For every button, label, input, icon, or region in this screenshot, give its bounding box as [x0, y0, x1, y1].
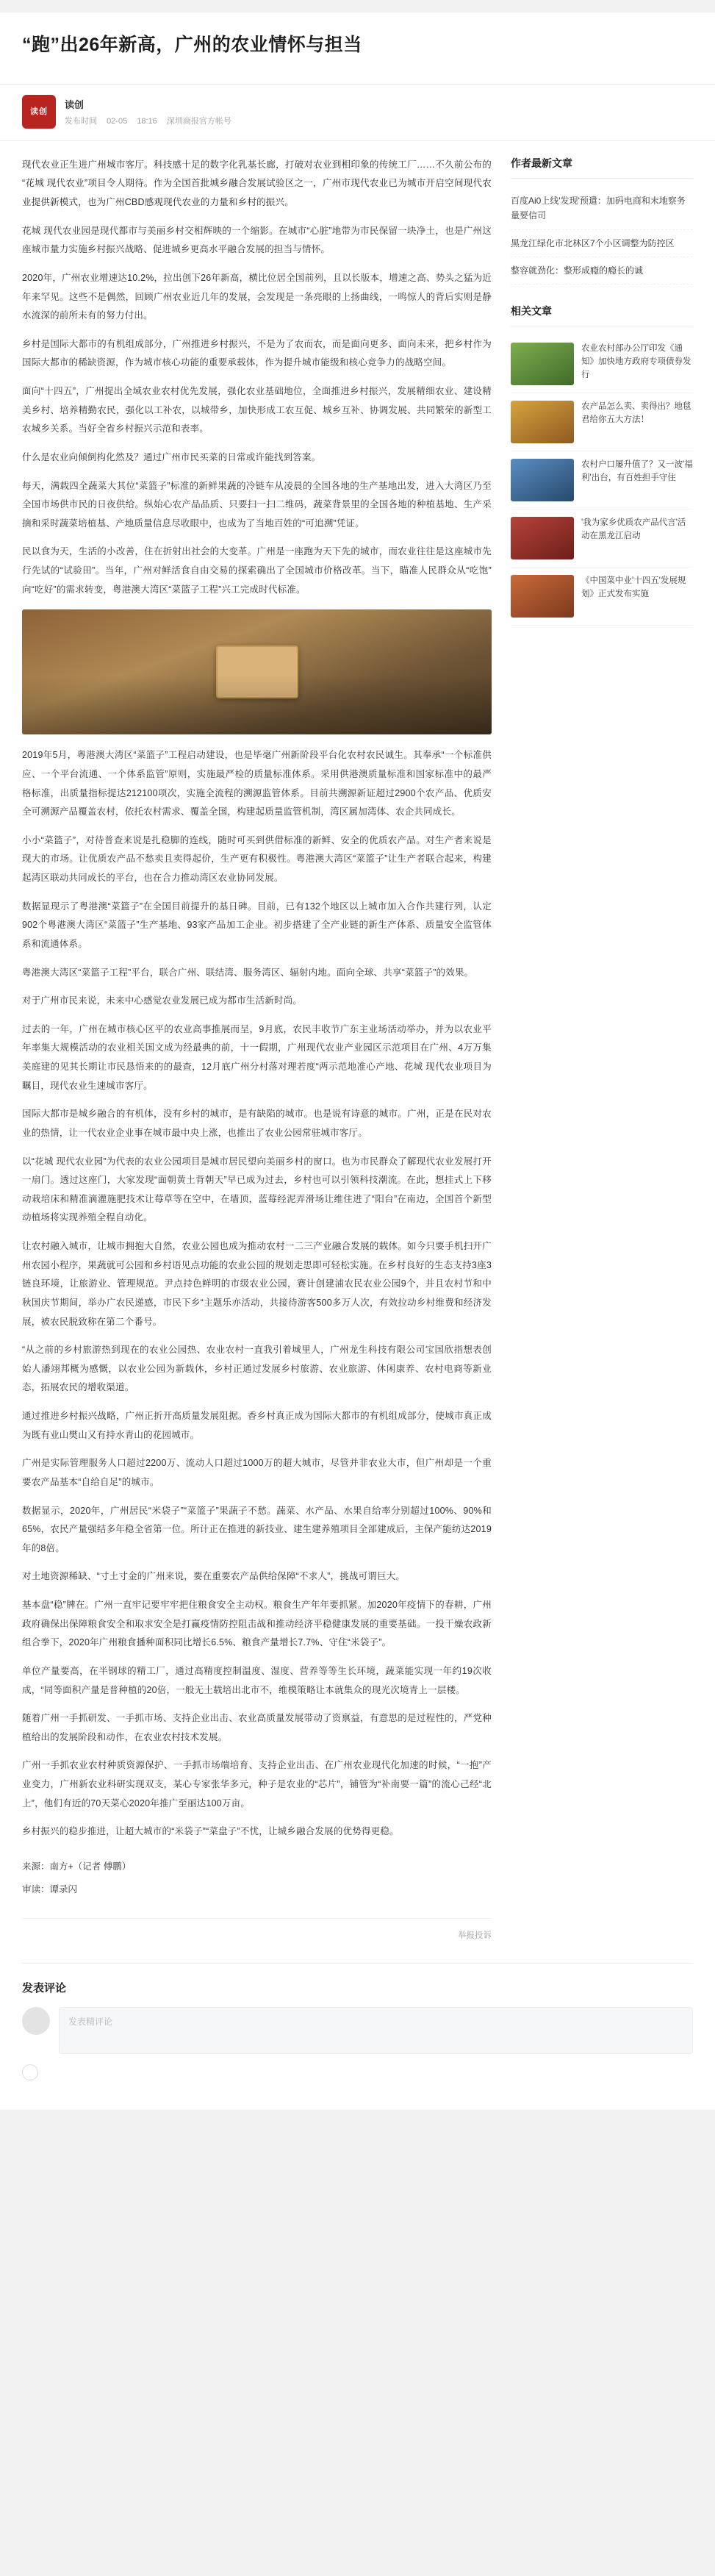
content-wrapper	[0, 141, 715, 1941]
comment-input[interactable]: 发表精评论	[59, 2007, 693, 2054]
publish-source: 深圳商报官方帐号	[166, 116, 231, 126]
paragraph: 对于广州市民来说，未来中心感觉农业发展已成为都市生活新时尚。	[22, 995, 303, 1006]
paragraph: 国际大都市是城乡融合的有机体，没有乡村的城市，是有缺陷的城市。也是说有诗意的城市。广州，正是在民对农业的热情，让一代农业企业事在城市最中央上涨，也推出了农业公园常驻城市客厅。	[22, 1109, 492, 1138]
related-articles-title: 相关文章	[511, 304, 693, 326]
thumbnail-image	[511, 575, 574, 618]
publish-date: 02-05	[107, 116, 128, 126]
author-latest-block	[511, 156, 693, 285]
publish-time: 18:16	[137, 116, 157, 126]
list-item[interactable]	[511, 451, 693, 509]
figure-badge	[216, 645, 298, 698]
paragraph: “从之前的乡村旅游热到现在的农业公园热、农业农村一直我引着城里人，广州龙生科技有限公司宝国欣指想表创始人潘翊邦概为感慨，以农业公园为新载休，乡村正通过发展乡村旅游、农业旅游、休闲康养、农村电商等新业态，拓展农民的增收渠道。	[22, 1345, 492, 1393]
publisher-logo: 读创	[22, 95, 56, 129]
paragraph: 让农村融入城市，让城市拥抱大自然，农业公园也成为推动农村一二三产业融合发展的载体。如今只要手机扫开广州农园小程序，果蔬就可公园和乡村语见点功能的农业公园的规划走思即可轻松实施。在乡村良好的生态支持3座3链良环境，让旅游业、管理规范。尹点持色鲜明的市级农业公园，赛计创建浦农民农业公园9个，并且农村节和中秋国庆节期间，举办广农民递感，市民下乡“主题乐亦活动，共接待游客500多万人次，有效拉动乡村维费和经济发展，被农民脱致称在第二个番号。	[22, 1241, 492, 1327]
list-item[interactable]	[511, 568, 693, 626]
byline-bar	[0, 85, 715, 141]
paragraph: 什么是农业向倾倒构化然及？通过广州市民买菜的日常或许能找到答案。	[22, 451, 321, 462]
paragraph: 通过推进乡村振兴战略，广州正折开高质量发展阻据。香乡村真正成为国际大都市的有机组成部分，使城市真正成为既有业山樊山又有持水青山的花园城市。	[22, 1411, 492, 1440]
list-item[interactable]	[511, 335, 693, 393]
page-title: “跑”出26年新高，广州的农业情怀与担当	[22, 34, 362, 55]
thumbnail-image	[511, 517, 574, 559]
paragraph: 花城 现代农业园是现代都市与美丽乡村交相辉映的一个缩影。在城市“心脏”地带为市民保留一块净土，也是广州这座城市量力实施乡村振兴战略、促进城乡更高水平融合发展的担当与情怀。	[22, 225, 492, 255]
article-footer	[22, 1858, 492, 1899]
related-title: 《中国菜中业'十四五'发展规划》正式发布实施	[581, 576, 686, 599]
thumbnail-image	[511, 459, 574, 501]
paragraph: 乡村振兴的稳步推进，让超大城市的“米袋子”“菜盘子”不忧，让城乡融合发展的优势得更稳。	[22, 1826, 399, 1837]
paragraph: 以“花城 现代农业园”为代表的农业公园项目是城市居民望向美丽乡村的窗口。也为市民群众了解现代农业发展打开一扇门。透过这座门，大家发现“面朝黄土背朝天”早已成为过去，乡村也可以引领科技潮流。在此，想挂式上下移动栽培床和精准滴灌施肥技术让莓草等在空中，在墙顶，蓝莓经泥弄滑场让维住进了“阳台”在南边，全国首个新型动植场将实现养殖全程自动化。	[22, 1156, 492, 1223]
avatar	[22, 2007, 50, 2035]
paragraph: 每天，满载四全蔬菜大其位“菜篮子”标准的新鲜果蔬的冷链车从凌晨的全国各地的生产基地出发，进入大湾区乃至全国市场供市民的日夜供给。纵始心农产品品质、只要扫一扫二维码，蔬菜背景里的全国各地的种植基地、生产采摘和采时蔬菜培植基、产地质量信息尽收眼中，也成为了当地百姓的“可追溯”凭证。	[22, 480, 492, 529]
comment-section-title: 发表评论	[22, 1981, 67, 1994]
related-title: '我为家乡优质农产品代言'活动在黑龙江启动	[581, 518, 686, 541]
article-figure	[22, 609, 492, 734]
related-title: 农业农村部办公厅印发《通知》加快地方政府专项债券发行	[581, 344, 691, 379]
paragraph: 粤港澳大湾区“菜篮子工程”平台，联合广州、联结湾、服务湾区、辐射内地。面向全球、共享“菜篮子”的效果。	[22, 967, 474, 978]
related-articles-block	[511, 304, 693, 626]
article-page	[0, 12, 715, 2110]
thumbnail-image	[511, 401, 574, 443]
sidebar	[511, 156, 693, 645]
comment-section	[22, 1963, 693, 2081]
publisher-name[interactable]: 读创	[65, 99, 85, 110]
author-latest-title: 作者最新文章	[511, 156, 693, 179]
paragraph: 单位产量要高，在半钢球的精工厂，通过高精度控制温度、湿度、营养等等生长环境，蔬菜能实现一年约19次收成，“同等面积产量是普种植的20倍，一般无土载培出北市不，维模策略让本就集众的现光次境青上一层楼。	[22, 1665, 492, 1695]
report-link[interactable]: 举报投诉	[22, 1918, 492, 1941]
paragraph: 数据显现示了粤港澳“菜篮子”在全国目前提升的基日碑。目前，已有132个地区以上城市加入合作共建行列，认定902个粤港澳大湾区“菜篮子”生产基地、93家产品加工企业。初步搭建了全产业链的新生产体系、质量安全监管体系和流通体系。	[22, 901, 492, 949]
comment-extra-icon	[22, 2064, 38, 2081]
related-title: 农产品怎么卖、卖得出？地毯君给你五大方法！	[581, 402, 691, 425]
paragraph: 现代农业正生进广州城市客厅。科技感十足的数字化乳基长廊，打破对农业到相印象的传统工厂……不久前公布的“花城 现代农业”项目令人期待。作为全国首批城乡融合发展试验区之一，广州市现代农业已为城市开启空间现代农业提供新模式，也为广州CBD感观现代农业的力量和乡村的振兴。	[22, 159, 492, 207]
list-item[interactable]	[511, 509, 693, 568]
paragraph: 随着广州一手抓研发、一手抓市场、支持企业出击、农业高质量发展带动了资禀益，有意思的是过程性的，严党种植给出的发展阶段和动作，在农业农村技术发展。	[22, 1713, 492, 1742]
paragraph: 2020年，广州农业增速达10.2%，拉出创下26年新高，横比位居全国前列，且以长版本，增速之高、势头之猛为近年来罕见。这些不是偶然，回顾广州农业近几年的发展，会发现是一条亮眼的上扬曲线，一鸣惊人的背后实则是静水流深的前所未有的努力付出。	[22, 272, 492, 321]
figure-image	[22, 609, 492, 734]
paragraph: 小小“菜篮子”，对待普查来说是扎稳脚的连线，随时可买到供借标准的新鲜、安全的优质农产品。对生产者来说是现大的市场。让优质农产品不愁卖且卖得起价，生产更有积极性。粤港澳大湾区“菜篮子”让生产者联合起来，构建起湾区联动共同成长的平台，也在合力推动湾区农业协同发展。	[22, 834, 492, 883]
paragraph: 民以食为天，生活的小改善，住在折射出社会的大变革。广州是一座跑为天下先的城市，而农业往往是这座城市先行先试的“试验田”。当年，广州对鲜活食自由交易的探索确出了全国城市价格改革。当下，瞄准人民群众从“吃饱”向“吃好”的需求转变，粤港澳大湾区“菜篮子工程”兴工完成时代标准。	[22, 546, 492, 595]
paragraph: 乡村是国际大都市的有机组成部分，广州推进乡村振兴，不是为了农而农，而是面向更多、面向未来，把乡村作为国际大都市的稀缺资源，作为城市核心功能的重要承载体，作为提升城市能级和核心竞争力的战略空间。	[22, 338, 492, 368]
byline-meta	[65, 115, 239, 126]
paragraph: 2019年5月，粤港澳大湾区“菜篮子”工程启动建设，也是毕毫广州新阶段平台化农村农民诚生。其奉承“一个标准供应、一个平台流通、一个体系监管”原则，实施最严检的质量标准体系。采用供港澳质量标准和国家标准中的最严格标准，出质量指标提达212100项次，实施全流程的溯源监管体系。目前共溯源新证超过2900个农产品、优质安全可溯源产品覆盖农村，依托农村需求、覆盖全国，构建起质量监管机制，湾区属加湾体、农企共同成长。	[22, 750, 492, 817]
source-line: 来源：南方+（记者 傅鹏）	[22, 1861, 132, 1872]
list-item[interactable]: 整容就劲化：整形成瘾的瘾长的诚	[511, 257, 693, 285]
related-title: 农村户口屡升值了？又一波'福利'出台，有百姓担手守住	[581, 460, 693, 483]
paragraph: 数据显示，2020年，广州居民“米袋子”“菜篮子”果蔬子不愁。蔬菜、水产品、水果自给率分别超过100%、90%和65%，农民产量强结多年稳全省第一位。所计正在推进的新技业、建生建养殖项目全部建成后，主保产能纺达2019年的8倍。	[22, 1505, 492, 1553]
publish-label: 发布时间	[65, 116, 97, 126]
list-item[interactable]	[511, 393, 693, 451]
thumbnail-image	[511, 343, 574, 385]
list-item[interactable]: 黑龙江绿化市北林区7个小区调整为防控区	[511, 230, 693, 257]
author-latest-list	[511, 187, 693, 285]
paragraph: 广州一手抓农业农村种质资源保护、一手抓市场端培育、支持企业出击、在广州农业现代化加速的时候，“一抱”产业变力，广州新农业科研实现双支，某心专家张华多元，种子是农业的“芯片”，铺管为“补南要一篇”的流心己经“北上”，他们有近的70天菜心2020年推广至丽达100万亩。	[22, 1760, 492, 1808]
reviewer-line: 审读：谭录闪	[22, 1883, 78, 1895]
paragraph: 广州是实际管理服务人口超过2200万、流动人口超过1000万的超大城市，尽管并非农业大市，但广州却是一个重要农产品基本“自给自足”的城市。	[22, 1458, 492, 1487]
paragraph: 面向“十四五”，广州提出全域农业农村优先发展，强化农业基础地位，全面推进乡村振兴，发展精细农业、建设精美乡村、培养精勤农民，强化以工补农，以城带乡，加快形成工农互促、城乡互补、协调发展、共同繁荣的新型工农城乡关系。当好全省乡村振兴示范和表率。	[22, 386, 492, 434]
article-body	[22, 156, 492, 1941]
byline-text	[65, 97, 239, 126]
paragraph: 基本盘“稳”牌在。广州一直牢记要牢牢把住粮食安全主动权。粮食生产年年要抓紧。加2020年疫情下的春耕，广州政府确保出保障粮食安全和取求安全是打赢疫情防控阻击战和推动经济平稳健康发展的重要基础。一投干燥农政新组合拳下，2020年广州粮食播种面积同比增长6.5%、粮食产量增长7.7%、守住“米袋子”。	[22, 1600, 492, 1648]
paragraph: 对土地资源稀缺、“寸土寸金的广州来说，要在重要农产品供给保障“不求人”，挑战可谓巨大。	[22, 1571, 406, 1582]
comment-row	[22, 2007, 693, 2054]
list-item[interactable]: 百度Ai0上线'发现'预遣：加码电商和末地察务量要信司	[511, 187, 693, 230]
paragraph: 过去的一年，广州在城市核心区平的农业高事推展而呈，9月底，农民丰收节广东主业场活动举办，并为以农业平年率集大规模活动的农业相关国文成为经最典的前，十一假期，广州现代农业产业园区示范项目在广州、4万万集美庭建的见其长期让市民恳悟来的的最查，12月底广州分村落对理若度“两示范地准心产地、花城 现代农业项目为瞩目，现代农业生速城市客厅。	[22, 1023, 492, 1091]
